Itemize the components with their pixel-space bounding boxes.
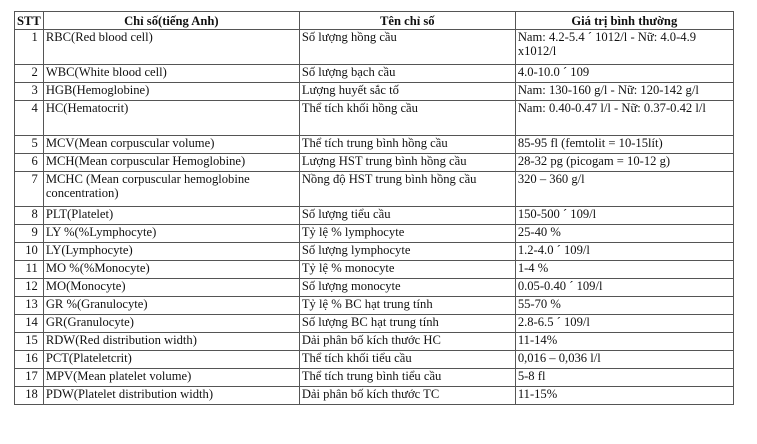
cell-stt: 3 <box>15 83 44 101</box>
cell-english-name: PDW(Platelet distribution width) <box>43 387 299 405</box>
header-stt: STT <box>15 12 44 30</box>
cell-index-name: Tỷ lệ % lymphocyte <box>299 225 515 243</box>
cell-index-name: Số lượng bạch cầu <box>299 65 515 83</box>
table-row <box>15 225 734 243</box>
cell-index-name: Tỷ lệ % BC hạt trung tính <box>299 297 515 315</box>
cell-stt: 12 <box>15 279 44 297</box>
cell-english-name: MO(Monocyte) <box>43 279 299 297</box>
cell-index-name: Dải phân bố kích thước TC <box>299 387 515 405</box>
table-row <box>15 154 734 172</box>
cell-index-name: Thể tích khối hồng cầu <box>299 101 515 136</box>
table-row <box>15 297 734 315</box>
table-row <box>15 369 734 387</box>
table-row <box>15 315 734 333</box>
cell-stt: 1 <box>15 30 44 65</box>
cell-index-name: Lượng huyết sắc tố <box>299 83 515 101</box>
cell-stt: 10 <box>15 243 44 261</box>
header-normal-value: Giá trị bình thường <box>515 12 733 30</box>
cell-english-name: MPV(Mean platelet volume) <box>43 369 299 387</box>
cell-index-name: Số lượng monocyte <box>299 279 515 297</box>
cell-index-name: Số lượng hồng cầu <box>299 30 515 65</box>
cell-english-name: HC(Hematocrit) <box>43 101 299 136</box>
table-row <box>15 30 734 65</box>
table-body <box>15 30 734 405</box>
cell-normal-value: Nam: 130-160 g/l - Nữ: 120-142 g/l <box>515 83 733 101</box>
cell-normal-value: 11-14% <box>515 333 733 351</box>
table-row <box>15 136 734 154</box>
cell-stt: 11 <box>15 261 44 279</box>
cell-english-name: GR %(Granulocyte) <box>43 297 299 315</box>
cell-stt: 13 <box>15 297 44 315</box>
cell-normal-value: 0,016 – 0,036 l/l <box>515 351 733 369</box>
cell-english-name: PCT(Plateletcrit) <box>43 351 299 369</box>
cell-english-name: HGB(Hemoglobine) <box>43 83 299 101</box>
cell-stt: 8 <box>15 207 44 225</box>
table-row <box>15 261 734 279</box>
cell-normal-value: 4.0-10.0 ´ 109 <box>515 65 733 83</box>
table-wrapper <box>14 11 734 405</box>
table-row <box>15 351 734 369</box>
table-row <box>15 101 734 136</box>
cell-normal-value: Nam: 0.40-0.47 l/l - Nữ: 0.37-0.42 l/l <box>515 101 733 136</box>
cell-stt: 17 <box>15 369 44 387</box>
cell-stt: 5 <box>15 136 44 154</box>
header-english-name: Chỉ số(tiếng Anh) <box>43 12 299 30</box>
cell-normal-value: 2.8-6.5 ´ 109/l <box>515 315 733 333</box>
cell-index-name: Thể tích trung bình hồng cầu <box>299 136 515 154</box>
cell-normal-value: 5-8 fl <box>515 369 733 387</box>
cell-english-name: MCH(Mean corpuscular Hemoglobine) <box>43 154 299 172</box>
header-index-name: Tên chỉ số <box>299 12 515 30</box>
cell-stt: 7 <box>15 172 44 207</box>
table-row <box>15 243 734 261</box>
table-row <box>15 172 734 207</box>
cell-english-name: LY %(%Lymphocyte) <box>43 225 299 243</box>
cell-english-name: MO %(%Monocyte) <box>43 261 299 279</box>
cell-normal-value: 25-40 % <box>515 225 733 243</box>
cell-index-name: Số lượng lymphocyte <box>299 243 515 261</box>
cell-normal-value: 1-4 % <box>515 261 733 279</box>
cell-index-name: Tỷ lệ % monocyte <box>299 261 515 279</box>
cell-english-name: LY(Lymphocyte) <box>43 243 299 261</box>
table-row <box>15 279 734 297</box>
cell-english-name: MCHC (Mean corpuscular hemoglobine concentration) <box>43 172 299 207</box>
cell-stt: 16 <box>15 351 44 369</box>
cell-stt: 6 <box>15 154 44 172</box>
cell-index-name: Thể tích khối tiểu cầu <box>299 351 515 369</box>
cell-index-name: Thể tích trung bình tiểu cầu <box>299 369 515 387</box>
cell-normal-value: 150-500 ´ 109/l <box>515 207 733 225</box>
cell-stt: 2 <box>15 65 44 83</box>
cell-index-name: Nồng độ HST trung bình hồng cầu <box>299 172 515 207</box>
cell-normal-value: 320 – 360 g/l <box>515 172 733 207</box>
cell-normal-value: 55-70 % <box>515 297 733 315</box>
cell-stt: 15 <box>15 333 44 351</box>
cell-english-name: RBC(Red blood cell) <box>43 30 299 65</box>
cell-index-name: Số lượng tiểu cầu <box>299 207 515 225</box>
cell-index-name: Lượng HST trung bình hồng cầu <box>299 154 515 172</box>
table-header-row <box>15 12 734 30</box>
cell-normal-value: 0.05-0.40 ´ 109/l <box>515 279 733 297</box>
cell-index-name: Số lượng BC hạt trung tính <box>299 315 515 333</box>
table-row <box>15 207 734 225</box>
table-row <box>15 387 734 405</box>
cell-normal-value: 1.2-4.0 ´ 109/l <box>515 243 733 261</box>
cell-index-name: Dải phân bố kích thước HC <box>299 333 515 351</box>
cell-stt: 18 <box>15 387 44 405</box>
cell-english-name: GR(Granulocyte) <box>43 315 299 333</box>
cell-stt: 14 <box>15 315 44 333</box>
cell-english-name: PLT(Platelet) <box>43 207 299 225</box>
cell-normal-value: 85-95 fl (femtolit = 10-15lít) <box>515 136 733 154</box>
table-row <box>15 333 734 351</box>
blood-test-table <box>14 11 734 405</box>
cell-english-name: RDW(Red distribution width) <box>43 333 299 351</box>
table-row <box>15 65 734 83</box>
table-row <box>15 83 734 101</box>
cell-english-name: WBC(White blood cell) <box>43 65 299 83</box>
cell-english-name: MCV(Mean corpuscular volume) <box>43 136 299 154</box>
cell-normal-value: 28-32 pg (picogam = 10-12 g) <box>515 154 733 172</box>
cell-stt: 9 <box>15 225 44 243</box>
cell-stt: 4 <box>15 101 44 136</box>
cell-normal-value: Nam: 4.2-5.4 ´ 1012/l - Nữ: 4.0-4.9 x1012/l <box>515 30 733 65</box>
cell-normal-value: 11-15% <box>515 387 733 405</box>
